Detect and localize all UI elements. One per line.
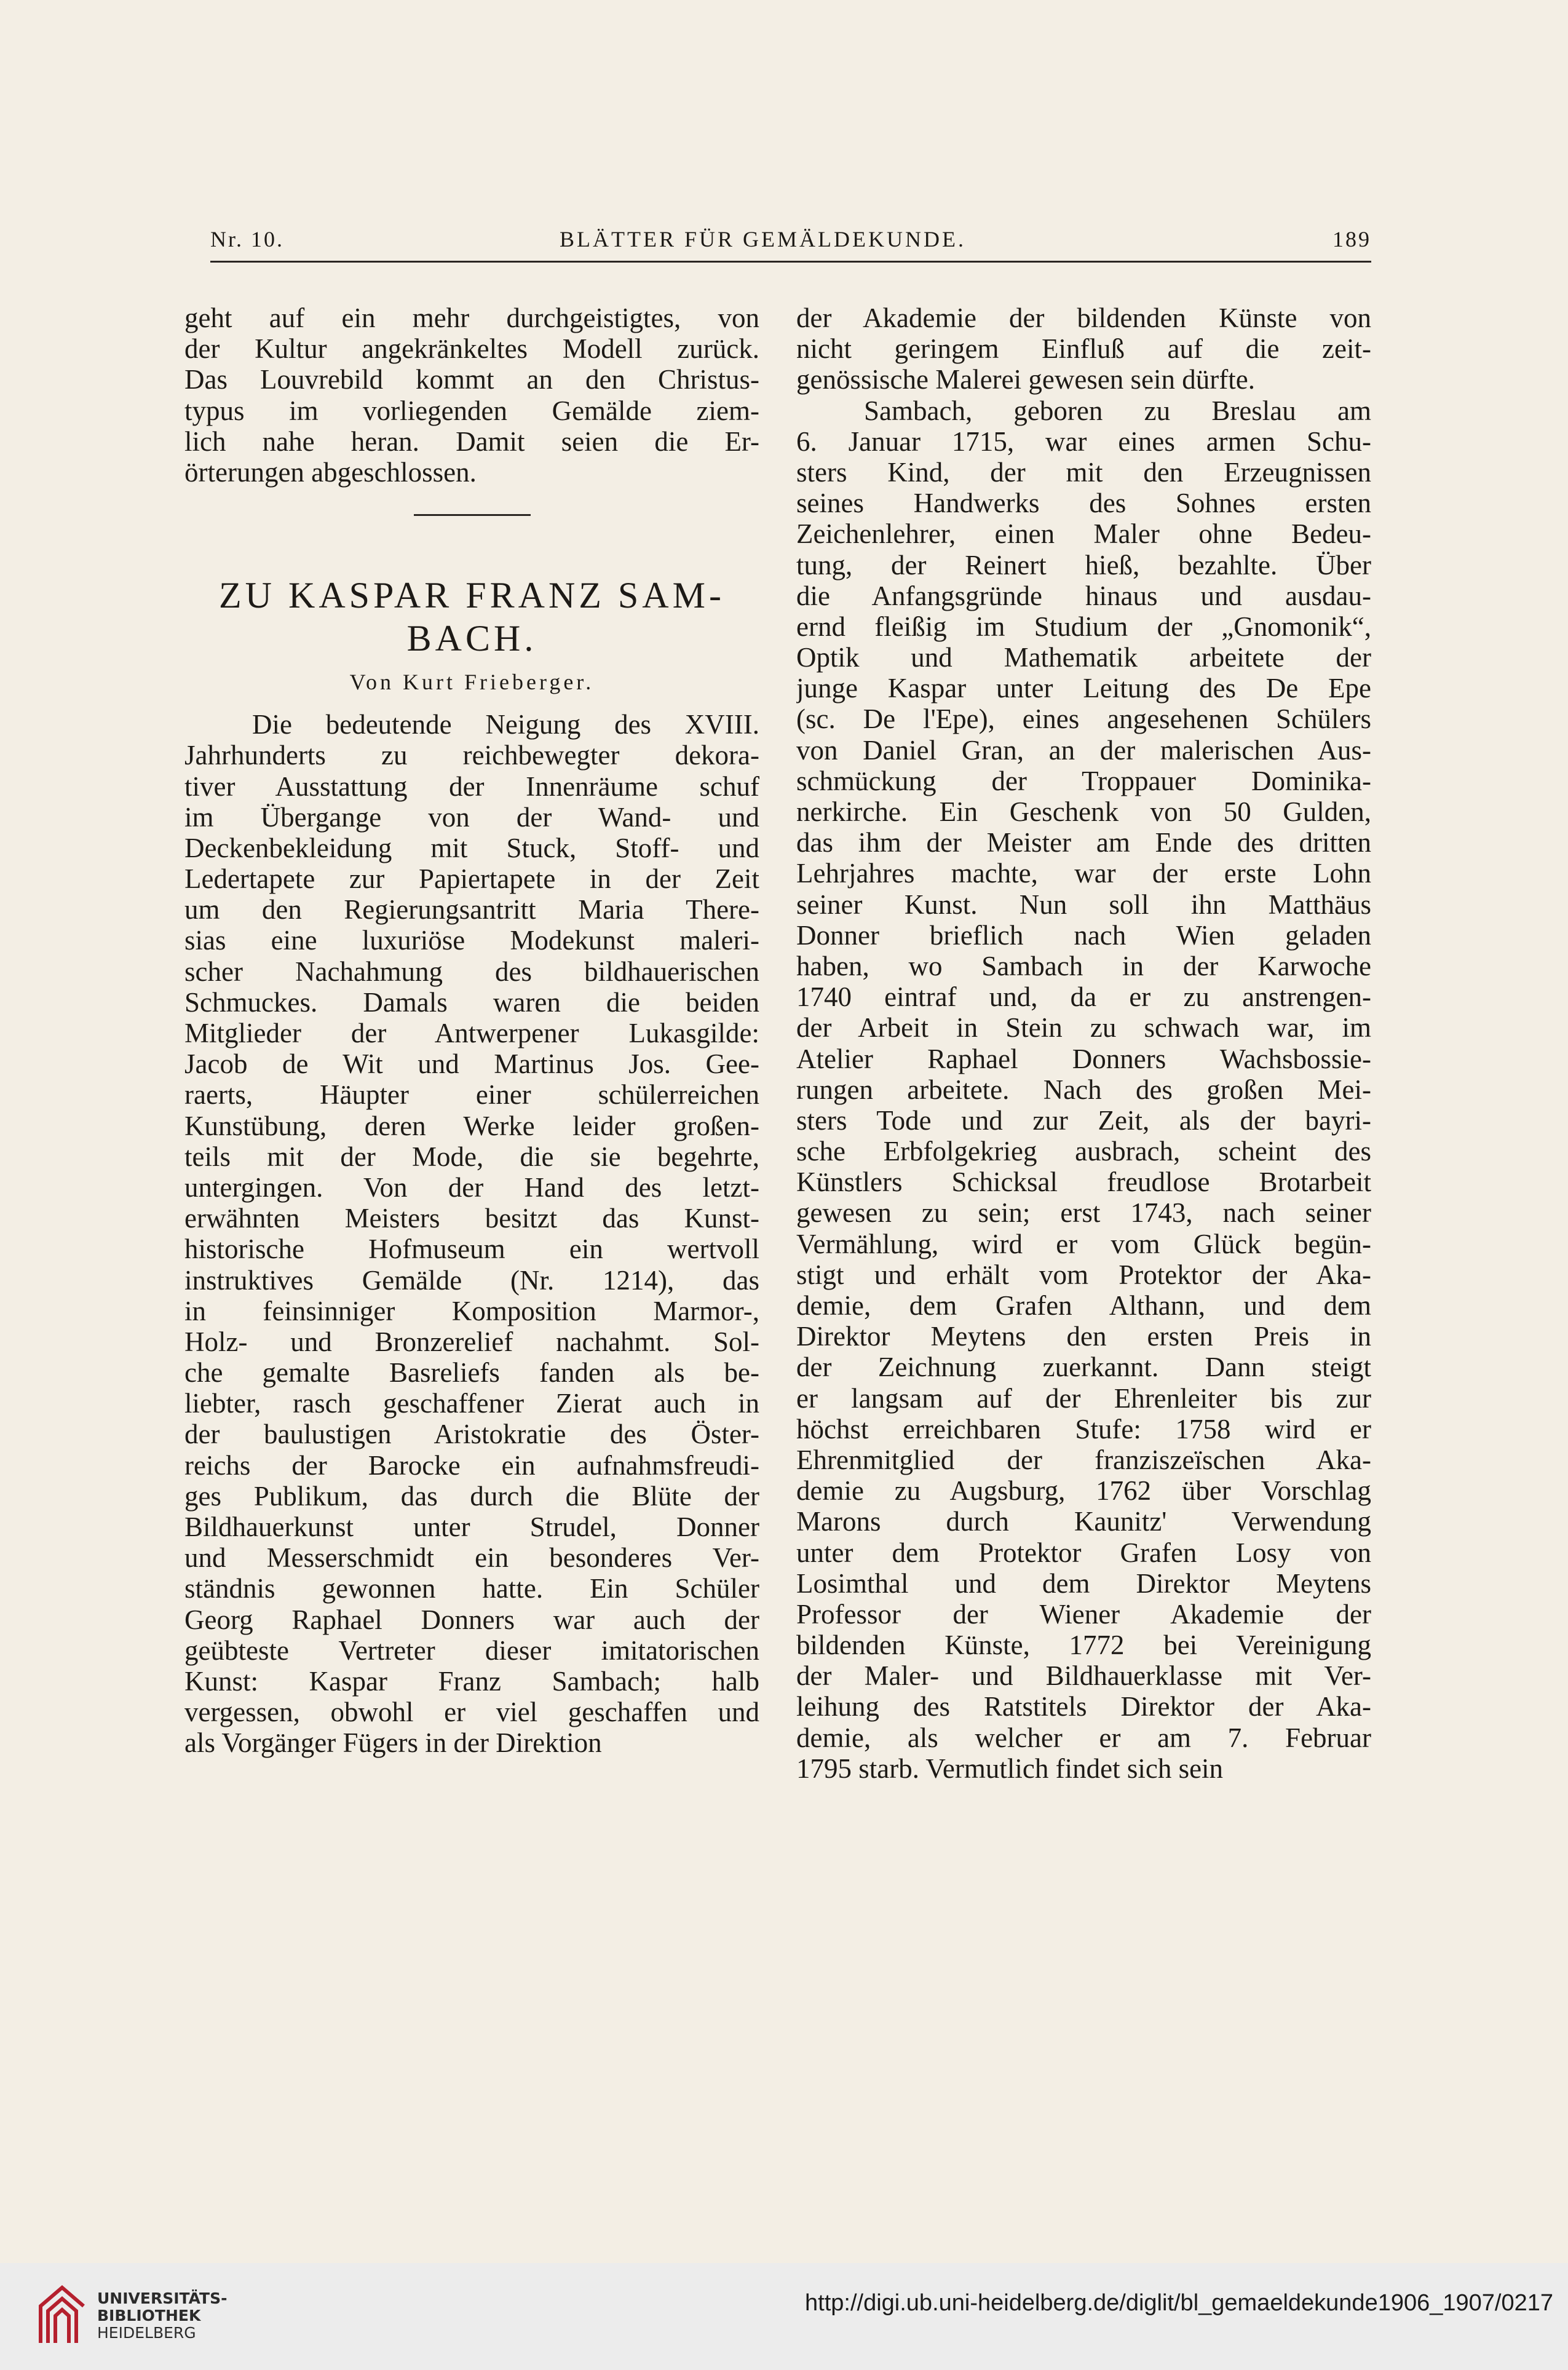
text-line: geht auf ein mehr durchgeistigtes, von <box>184 303 759 333</box>
text-line: Kunst: Kaspar Franz Sambach; halb <box>184 1665 759 1697</box>
text-line: Kunstübung, deren Werke leider großen- <box>184 1110 759 1141</box>
text-line: 6. Januar 1715, war eines armen Schu- <box>796 426 1371 457</box>
text-line: Jahrhunderts zu reichbewegter dekora- <box>184 740 759 771</box>
text-line: demie, als welcher er am 7. Februar <box>796 1722 1371 1753</box>
source-url-link[interactable]: http://digi.ub.uni-heidelberg.de/diglit/bl_gemaeldekunde1906_1907/0217 <box>805 2290 1553 2316</box>
text-line: Deckenbekleidung mit Stuck, Stoff- und <box>184 832 759 863</box>
text-line: stigt und erhält vom Protektor der Aka- <box>796 1259 1371 1290</box>
text-line: 1795 starb. Vermutlich findet sich sein <box>796 1753 1224 1784</box>
text-line: Losimthal und dem Direktor Meytens <box>796 1567 1371 1599</box>
text-line: Donner brieflich nach Wien geladen <box>796 919 1371 951</box>
text-line: der Zeichnung zuerkannt. Dann steigt <box>796 1352 1371 1383</box>
right-column <box>796 303 1371 1784</box>
text-line: der Maler- und Bildhauerklasse mit Ver- <box>796 1660 1371 1692</box>
text-line: Optik und Mathematik arbeitete der <box>796 642 1371 673</box>
text-line: geübteste Vertreter dieser imitatorischen <box>184 1635 759 1666</box>
body-paragraph <box>184 709 759 1758</box>
text-line: rungen arbeitete. Nach des großen Mei- <box>796 1074 1371 1105</box>
text-line: typus im vorliegenden Gemälde ziem- <box>184 395 759 426</box>
text-line: Professor der Wiener Akademie der <box>796 1598 1371 1630</box>
text-line: der Akademie der bildenden Künste von <box>796 303 1371 333</box>
text-line: er langsam auf der Ehrenleiter bis zur <box>796 1382 1371 1414</box>
issue-number: Nr. 10. <box>210 227 284 252</box>
text-line: sters Kind, der mit den Erzeugnissen <box>796 456 1371 488</box>
running-header <box>184 221 1371 264</box>
text-line: demie zu Augsburg, 1762 über Vorschlag <box>796 1475 1371 1507</box>
text-line: seiner Kunst. Nun soll ihn Matthäus <box>796 889 1371 920</box>
text-line: Jacob de Wit und Martinus Jos. Gee- <box>184 1048 759 1080</box>
text-line: sias eine luxuriöse Modekunst maleri- <box>184 925 759 956</box>
text-line: liebter, rasch geschaffener Zierat auch in <box>184 1388 759 1419</box>
text-line: gewesen zu sein; erst 1743, nach seiner <box>796 1197 1371 1229</box>
ub-heidelberg-logo-icon <box>34 2281 90 2349</box>
text-line: der Arbeit in Stein zu schwach war, im <box>796 1012 1371 1044</box>
text-line: leihung des Ratstitels Direktor der Aka- <box>796 1691 1371 1722</box>
article-heading-line-1: ZU KASPAR FRANZ SAM- <box>219 575 725 616</box>
text-line: Zeichenlehrer, einen Maler ohne Bedeu- <box>796 518 1371 550</box>
text-line: Georg Raphael Donners war auch der <box>184 1604 759 1635</box>
text-line: teils mit der Mode, die sie begehrte, <box>184 1141 759 1172</box>
text-line: höchst erreichbaren Stufe: 1758 wird er <box>796 1413 1371 1445</box>
text-line: der Kultur angekränkeltes Modell zurück. <box>184 333 759 365</box>
text-line: Die bedeutende Neigung des XVIII. <box>252 709 759 740</box>
text-line: erwähnten Meisters besitzt das Kunst- <box>184 1203 759 1234</box>
text-line: historische Hofmuseum ein wertvoll <box>184 1234 759 1265</box>
text-line: Lehrjahres machte, war der erste Lohn <box>796 858 1371 889</box>
body-paragraph <box>796 395 1371 1784</box>
text-line: instruktives Gemälde (Nr. 1214), das <box>184 1264 759 1296</box>
text-line: als Vorgänger Fügers in der Direktion <box>184 1727 602 1759</box>
text-line: in feinsinniger Komposition Marmor-, <box>184 1295 759 1326</box>
text-line: lich nahe heran. Damit seien die Er- <box>184 426 759 457</box>
page-number: 189 <box>1332 227 1371 252</box>
text-line: um den Regierungsantritt Maria There- <box>184 894 759 925</box>
text-line: scher Nachahmung des bildhauerischen <box>184 956 759 987</box>
text-line: im Übergange von der Wand- und <box>184 801 759 833</box>
text-line: Mitglieder der Antwerpener Lukasgilde: <box>184 1018 759 1048</box>
text-line: ständnis gewonnen hatte. Ein Schüler <box>184 1573 759 1604</box>
text-line: Sambach, geboren zu Breslau am <box>864 395 1371 426</box>
library-line: HEIDELBERG <box>97 2324 196 2342</box>
text-line: örterungen abgeschlossen. <box>184 456 477 488</box>
text-line: Marons durch Kaunitz' Verwendung <box>796 1506 1371 1537</box>
text-line: Künstlers Schicksal freudlose Brotarbeit <box>796 1167 1371 1198</box>
text-line: sche Erbfolgekrieg ausbrach, scheint des <box>796 1136 1371 1167</box>
text-line: nicht geringem Einfluß auf die zeit- <box>796 333 1371 365</box>
library-line: BIBLIOTHEK <box>97 2307 201 2324</box>
text-line: die Anfangsgründe hinaus und ausdau- <box>796 580 1371 611</box>
library-line: UNIVERSITÄTS- <box>97 2289 228 2307</box>
text-line: haben, wo Sambach in der Karwoche <box>796 950 1371 981</box>
text-line: der baulustigen Aristokratie des Öster- <box>184 1419 759 1450</box>
left-column <box>184 303 759 1759</box>
text-line: 1740 eintraf und, da er zu anstrengen- <box>796 981 1371 1013</box>
text-line: Ledertapete zur Papiertapete in der Zeit <box>184 863 759 895</box>
text-line: Vermählung, wird er vom Glück begün- <box>796 1228 1371 1259</box>
section-separator <box>414 514 531 516</box>
body-paragraph <box>796 303 1371 395</box>
text-line: sters Tode und zur Zeit, als der bayri- <box>796 1104 1371 1136</box>
text-line: seines Handwerks des Sohnes ersten <box>796 488 1371 519</box>
library-name <box>97 2290 227 2342</box>
text-line: Das Louvrebild kommt an den Christus- <box>184 364 759 395</box>
text-line: Holz- und Bronzerelief nachahmt. Sol- <box>184 1326 759 1357</box>
text-line: genössische Malerei gewesen sein dürfte. <box>796 364 1255 395</box>
article-heading-line-2: BACH. <box>406 618 537 659</box>
journal-title: BLÄTTER FÜR GEMÄLDEKUNDE. <box>560 227 966 252</box>
text-line: von Daniel Gran, an der malerischen Aus- <box>796 734 1371 766</box>
text-line: das ihm der Meister am Ende des dritten <box>796 827 1371 858</box>
text-line: ernd fleißig im Studium der „Gnomonik“, <box>796 611 1371 642</box>
text-line: Direktor Meytens den ersten Preis in <box>796 1321 1371 1352</box>
text-line: Ehrenmitglied der franziszeïschen Aka- <box>796 1444 1371 1475</box>
text-line: untergingen. Von der Hand des letzt- <box>184 1171 759 1203</box>
text-line: reichs der Barocke ein aufnahmsfreudi- <box>184 1449 759 1481</box>
closing-paragraph <box>184 303 759 488</box>
text-line: Schmuckes. Damals waren die beiden <box>184 986 759 1018</box>
text-line: und Messerschmidt ein besonderes Ver- <box>184 1542 759 1574</box>
text-line: vergessen, obwohl er viel geschaffen und <box>184 1697 759 1728</box>
text-line: unter dem Protektor Grafen Losy von <box>796 1537 1371 1568</box>
text-line: demie, dem Grafen Althann, und dem <box>796 1290 1371 1321</box>
header-rule <box>210 261 1371 263</box>
text-line: bildenden Künste, 1772 bei Vereinigung <box>796 1630 1371 1661</box>
text-line: ges Publikum, das durch die Blüte der <box>184 1480 759 1512</box>
text-line: raerts, Häupter einer schülerreichen <box>184 1079 759 1111</box>
text-line: tung, der Reinert hieß, bezahlte. Über <box>796 549 1371 581</box>
text-line: schmückung der Troppauer Dominika- <box>796 765 1371 796</box>
text-line: tiver Ausstattung der Innenräume schuf <box>184 771 759 802</box>
author-byline: Von Kurt Frieberger. <box>349 670 595 695</box>
text-line: (sc. De l'Epe), eines angesehenen Schülers <box>796 703 1371 735</box>
text-line: Atelier Raphael Donners Wachsbossie- <box>796 1043 1371 1074</box>
text-line: che gemalte Basreliefs fanden als be- <box>184 1357 759 1389</box>
text-line: Bildhauerkunst unter Strudel, Donner <box>184 1512 759 1542</box>
digitization-footer <box>0 2263 1568 2370</box>
text-line: junge Kaspar unter Leitung des De Epe <box>796 673 1371 704</box>
text-line: nerkirche. Ein Geschenk von 50 Gulden, <box>796 796 1371 827</box>
